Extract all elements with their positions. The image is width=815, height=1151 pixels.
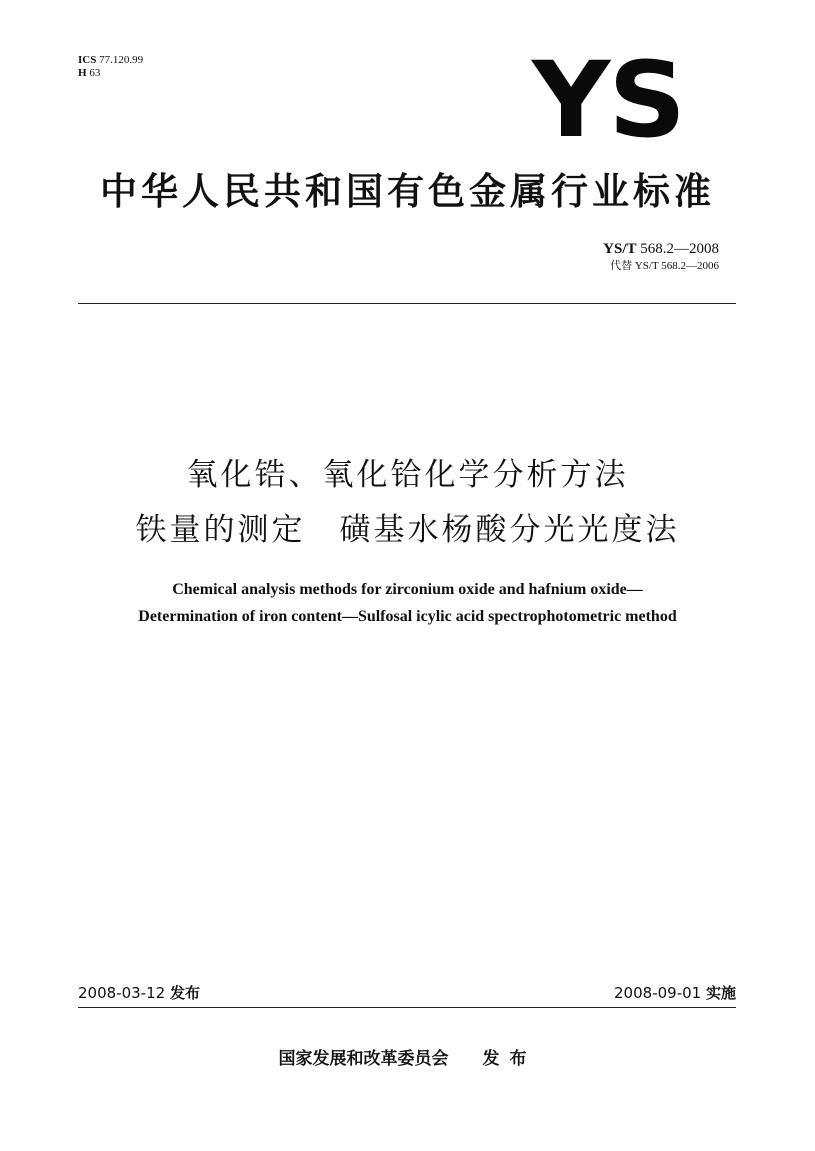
- replaces-standard: 代替 YS/T 568.2—2006: [610, 260, 719, 272]
- standard-number-prefix: YS/T: [603, 241, 637, 257]
- implementation-date: [614, 984, 736, 1002]
- title-cn-line2: 铁量的测定 磺基水杨酸分光光度法: [135, 512, 680, 548]
- ics-code: 77.120.99: [99, 54, 144, 66]
- issue-date-value: 2008-03-12: [78, 984, 166, 1002]
- title-en-line1: Chemical analysis methods for zirconium oxide and hafnium oxide—: [172, 581, 643, 598]
- ys-logo: YS: [532, 39, 685, 161]
- ics-label: ICS: [78, 54, 97, 66]
- ccs-classification: [78, 67, 100, 80]
- ccs-label: H: [78, 67, 87, 79]
- title-en-line2: Determination of iron content—Sulfosal icylic acid spectrophotometric method: [138, 608, 677, 625]
- title-cn-line1: 氧化锆、氧化铪化学分析方法: [186, 457, 629, 493]
- standard-category-title: 中华人民共和国有色金属行业标准: [100, 170, 715, 213]
- publisher-name: 国家发展和改革委员会: [278, 1049, 449, 1069]
- issue-date: [78, 984, 200, 1002]
- standard-number: [603, 240, 719, 258]
- footer-divider: [78, 1007, 736, 1008]
- standard-number-code: 568.2—2008: [640, 241, 719, 257]
- ccs-code: 63: [89, 67, 101, 79]
- publisher-action: 发布: [482, 1049, 537, 1069]
- ics-classification: [78, 54, 143, 67]
- implementation-date-label: 实施: [705, 984, 736, 1002]
- publisher-line: [0, 1048, 815, 1070]
- implementation-date-value: 2008-09-01: [614, 984, 702, 1002]
- header-divider: [78, 303, 736, 304]
- issue-date-label: 发布: [169, 984, 200, 1002]
